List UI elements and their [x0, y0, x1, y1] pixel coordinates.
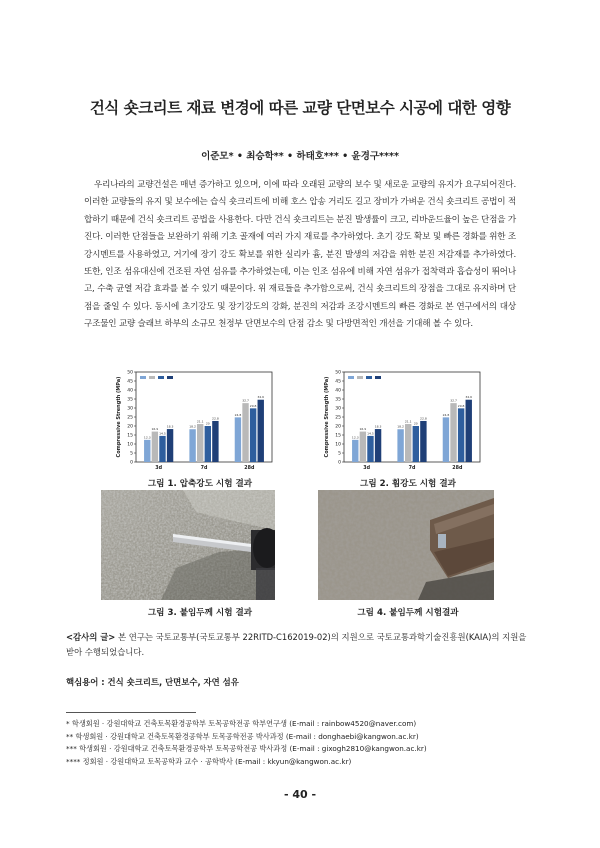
- legend-swatch: [140, 376, 146, 379]
- bar-value-label: 16.9: [359, 427, 367, 432]
- bar-value-label: 34.6: [465, 395, 473, 400]
- bar: [367, 436, 373, 462]
- bar: [197, 424, 203, 462]
- x-tick-label: 7d: [200, 466, 208, 471]
- bar: [205, 426, 211, 462]
- y-tick-label: 20: [335, 424, 341, 430]
- bar-value-label: 34.6: [257, 395, 265, 400]
- bar-value-label: 18.2: [397, 424, 404, 429]
- figure-1-caption: 그림 1. 압축강도 시험 결과: [147, 479, 253, 489]
- bar-value-label: 29.8: [457, 403, 465, 408]
- bar: [413, 426, 419, 462]
- bar: [360, 432, 366, 462]
- y-axis-label: Compressive Strength (MPa): [116, 376, 122, 458]
- y-axis-label: Compressive Strength (MPa): [324, 376, 330, 458]
- bar-value-label: 18.3: [374, 424, 382, 429]
- acknowledgement-text: 본 연구는 국토교통부(국토교통부 22RITD-C162019-02)의 지원으로 국토교통과학기술진흥원(KAIA)의 지원을 받아 수행되었습니다.: [66, 632, 527, 657]
- figure-4-photo: [318, 490, 494, 600]
- footnote: ** 학생회원 · 강원대학교 건축토목환경공학부 토목공학전공 박사과정 (E-mail : donghaebi@kangwon.ac.kr): [66, 731, 419, 741]
- footnotes: [66, 718, 427, 768]
- legend-swatch: [167, 376, 173, 379]
- legend-swatch: [348, 376, 354, 379]
- bar-value-label: 18.3: [166, 424, 174, 429]
- y-tick-label: 15: [127, 433, 133, 439]
- bar: [352, 440, 358, 462]
- bar-value-label: 12.3: [143, 435, 151, 440]
- legend-swatch: [366, 376, 372, 379]
- bar-value-label: 16.9: [151, 427, 159, 432]
- bar: [458, 408, 464, 462]
- bar-value-label: 20: [413, 421, 418, 426]
- y-tick-label: 25: [335, 415, 341, 421]
- x-tick-label: 7d: [408, 466, 416, 471]
- bar: [242, 403, 248, 462]
- legend-swatch: [149, 376, 155, 379]
- abstract-body: 우리나라의 교량건설은 매년 증가하고 있으며, 이에 따라 오래된 교량의 보수 및 새로운 교량의 유지가 요구되어진다. 이러한 교량들의 유지 및 보수에는 습식 숏크리트에 비해 호스 압송 거리도 길고 장비가 가벼운 건식 숏크리트 공법이 적합하기 때문에 건식 숏크리트 공법을 사용한다. 다만 건식 숏크리트는 분진 발생률이 크고, 리바운드율이 높은 단점을 가진다. 이러한 단점들을 보완하기 위해 기초 골재에 여러 가지 재료를 추가하였다. 초기 강도 확보 및 빠른 경화를 위한 조강시멘트를 사용하였고, 거기에 장기 강도 확보를 위한 실리카 흄, 분진 발생의 저감을 위한 분진 저감재를 추가하였다. 또한, 인조 섬유대신에 건조된 자연 섬유를 추가하였는데, 이는 인조 섬유에 비해 자연 섬유가 접착력과 흡습성이 뛰어나고, 수축 균열 저감 효과를 볼 수 있기 때문이다. 위 재료들을 추가함으로써, 건식 숏크리트의 장점을 그대로 유지하며 단점을 줄일 수 있다. 동시에 초기강도 및 장기강도의 강화, 분진의 저감과 조강시멘트의 빠른 경화로 본 연구에서의 대상 구조물인 교량 슬래브 하부의 소규모 천정부 단면보수의 단점 감소 및 다방면적인 개선을 기대해 볼 수 있다.: [84, 180, 516, 330]
- y-tick-label: 5: [130, 451, 133, 457]
- bar-value-label: 32.7: [242, 398, 249, 403]
- bar-value-label: 12.3: [351, 435, 359, 440]
- y-tick-label: 20: [127, 424, 133, 430]
- y-tick-label: 10: [127, 442, 133, 448]
- bar: [375, 429, 381, 462]
- y-tick-label: 25: [127, 415, 133, 421]
- bar-value-label: 22.8: [212, 416, 219, 421]
- y-tick-label: 10: [335, 442, 341, 448]
- bar: [397, 429, 403, 462]
- bar: [212, 421, 218, 462]
- footnote: * 학생회원 · 강원대학교 건축토목환경공학부 토목공학전공 학부연구생 (E-mail : rainbow4520@naver.com): [66, 719, 417, 728]
- footnote: *** 학생회원 · 강원대학교 건축토목환경공학부 토목공학전공 박사과정 (E-mail : gixogh2810@kangwon.ac.kr): [66, 744, 427, 753]
- bar-value-label: 21.1: [404, 419, 412, 424]
- keywords: 핵심용어 : 건식 숏크리트, 단면보수, 자연 섬유: [66, 677, 239, 687]
- x-tick-label: 28d: [452, 466, 463, 471]
- y-tick-label: 40: [335, 388, 341, 394]
- y-tick-label: 30: [127, 406, 133, 412]
- y-tick-label: 5: [338, 451, 341, 457]
- legend-swatch: [357, 376, 363, 379]
- bar-value-label: 14.5: [159, 431, 166, 436]
- y-tick-label: 50: [335, 370, 341, 376]
- y-tick-label: 30: [335, 406, 341, 412]
- bar-value-label: 29.8: [249, 403, 257, 408]
- figure-3-caption: 그림 3. 붙임두께 시험 결과: [147, 608, 253, 618]
- bar: [443, 417, 449, 462]
- bar: [144, 440, 150, 462]
- legend-swatch: [158, 376, 164, 379]
- bar: [152, 432, 158, 462]
- y-tick-label: 50: [127, 370, 133, 376]
- figure-2-chart: [320, 366, 490, 478]
- x-tick-label: 3d: [155, 466, 163, 471]
- bar-value-label: 18.2: [189, 424, 196, 429]
- y-tick-label: 0: [338, 460, 341, 466]
- bar-value-label: 20: [205, 421, 210, 426]
- bar-value-label: 24.8: [442, 412, 450, 417]
- bar-value-label: 21.1: [196, 419, 204, 424]
- figure-1-chart: [112, 366, 282, 478]
- bar-value-label: 22.8: [420, 416, 427, 421]
- footnote: **** 정회원 · 강원대학교 토목공학과 교수 · 공학박사 (E-mail : kkyun@kangwon.ac.kr): [66, 756, 352, 766]
- y-tick-label: 0: [130, 460, 133, 466]
- bar: [420, 421, 426, 462]
- bar: [189, 429, 195, 462]
- bar-value-label: 24.8: [234, 412, 242, 417]
- bar-value-label: 14.5: [367, 431, 374, 436]
- bar-value-label: 32.7: [450, 398, 457, 403]
- y-tick-label: 40: [127, 388, 133, 394]
- bar: [466, 400, 472, 462]
- x-tick-label: 28d: [244, 466, 255, 471]
- bar: [405, 424, 411, 462]
- figure-3-photo: [101, 490, 275, 600]
- y-tick-label: 45: [335, 379, 341, 385]
- bar: [450, 403, 456, 462]
- bar: [167, 429, 173, 462]
- bar: [258, 400, 264, 462]
- x-tick-label: 3d: [363, 466, 371, 471]
- y-tick-label: 45: [127, 379, 133, 385]
- paper-title: 건식 숏크리트 재료 변경에 따른 교량 단면보수 시공에 대한 영향: [89, 99, 511, 117]
- y-tick-label: 35: [127, 397, 133, 403]
- author-list: 이준모* • 최승학** • 하태호*** • 윤경구****: [201, 151, 399, 162]
- bar: [250, 408, 256, 462]
- bar: [159, 436, 165, 462]
- figure-4-caption: 그림 4. 붙임두께 시험결과: [357, 608, 459, 618]
- legend-swatch: [375, 376, 381, 379]
- acknowledgement-label: <감사의 글>: [66, 632, 116, 642]
- footnote-divider: [66, 712, 196, 713]
- y-tick-label: 35: [335, 397, 341, 403]
- y-tick-label: 15: [335, 433, 341, 439]
- page-number: - 40 -: [283, 788, 317, 801]
- figure-2-caption: 그림 2. 휨강도 시험 결과: [360, 479, 456, 489]
- acknowledgement: [66, 630, 536, 660]
- bar: [235, 417, 241, 462]
